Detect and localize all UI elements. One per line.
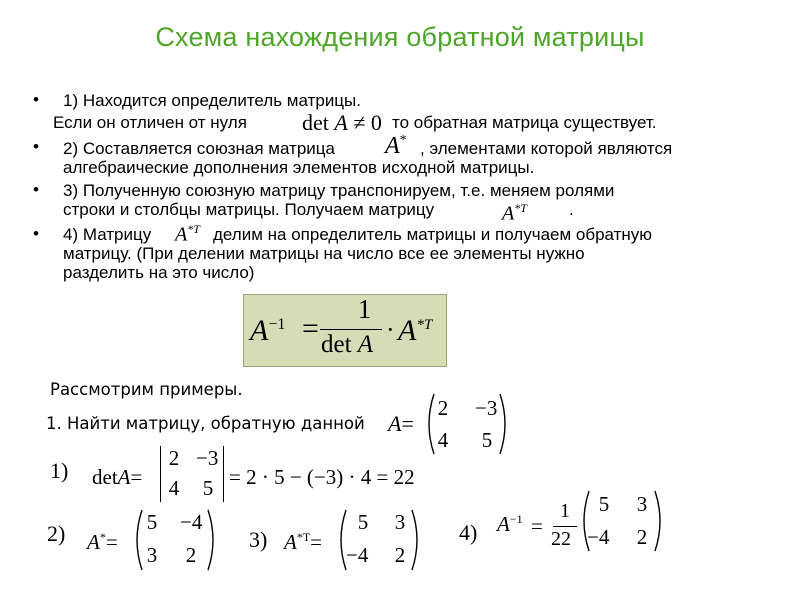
bullet-dot: •: [33, 224, 39, 243]
bullet-dot: •: [33, 180, 39, 199]
fraction-numerator: 1: [560, 500, 570, 522]
matrix-a-cell: 4: [437, 428, 449, 452]
det-label: detA=: [92, 465, 143, 489]
matrix-a-star-cell: −4: [180, 510, 203, 534]
a-star-t-symbol: $A^{*T}$: [502, 201, 527, 225]
bullet-3-line-2b: .: [569, 200, 574, 219]
bullet-4-line-2: матрицу. (При делении матрицы на число все ее элементы нужно: [63, 244, 585, 263]
a-inverse-label: $A^{-1}$: [497, 512, 523, 536]
fraction-denominator: 22: [551, 528, 571, 550]
matrix-a-star-cell: 5: [146, 510, 158, 534]
matrix-a-star-t-cell: 5: [357, 510, 369, 534]
bullet-1-cont-a: Если он отличен от нуля: [53, 113, 247, 132]
matrix-a-cell: −3: [475, 396, 498, 420]
a-star-symbol: A*: [385, 133, 407, 159]
examples-heading: Рассмотрим примеры.: [50, 380, 243, 399]
det-a-neq-zero-formula: det A ≠ 0: [302, 110, 382, 135]
matrix-a-star-cell: 2: [185, 543, 197, 567]
formula-denominator: det A: [321, 331, 374, 358]
fraction-line: [320, 329, 382, 330]
formula-lhs: $A^{-1}$: [250, 314, 286, 347]
det-expression: = 2 · 5 − (−3) · 4 = 22: [229, 465, 415, 489]
step-3-label: 3): [249, 527, 268, 552]
matrix-inverse-cell: 5: [598, 492, 610, 516]
matrix-inverse-cell: −4: [587, 525, 610, 549]
step-2-label: 2): [47, 521, 66, 546]
a-star-label: A*=: [87, 530, 118, 554]
bullet-1-cont-b: то обратная матрица существует.: [392, 113, 657, 132]
bullet-4-line-3: разделить на это число): [63, 263, 255, 282]
matrix-a-label: A=: [388, 411, 414, 436]
matrix-inverse-cell: 3: [636, 492, 648, 516]
matrix-a-star-t-cell: 2: [394, 543, 406, 567]
bullet-1-text: 1) Находится определитель матрицы.: [63, 91, 361, 110]
bullet-3-line-2a: строки и столбцы матрицы. Получаем матрицу: [63, 200, 435, 219]
matrix-a-star-t-cell: −4: [346, 543, 369, 567]
bullet-4-line-1b: делим на определитель матрицы и получаем обратную: [213, 225, 653, 244]
formula-cdot: ·: [386, 315, 395, 344]
bullet-dot: •: [33, 137, 39, 156]
bullet-dot: •: [33, 90, 39, 109]
step-4-label: 4): [459, 520, 478, 545]
page-title: Схема нахождения обратной матрицы: [155, 22, 645, 52]
bullet-2-line-1b: , элементами которой являются: [420, 139, 673, 158]
matrix-a-cell: 2: [437, 396, 449, 420]
formula-equals: =: [302, 312, 319, 345]
bullet-4-line-1a: 4) Матрицу: [63, 225, 152, 244]
bullet-2-line-2: алгебраические дополнения элементов исходной матрицы.: [63, 158, 535, 177]
a-inverse-equals: =: [531, 514, 543, 538]
matrix-a-cell: 5: [481, 428, 493, 452]
formula-a-star-t: $A^{*T}$: [398, 314, 433, 347]
matrix-a-star-cell: 3: [146, 543, 158, 567]
det-cell: 4: [168, 476, 180, 500]
a-star-t-symbol: $A^{*T}$: [175, 222, 200, 246]
a-star-t-label: $A^{*T}=$: [284, 530, 323, 554]
bullet-2-line-1a: 2) Составляется союзная матрица: [63, 139, 335, 158]
bullet-3-line-1: 3) Полученную союзную матрицу транспонируем, т.е. меняем ролями: [63, 181, 615, 200]
matrix-inverse-cell: 2: [636, 525, 648, 549]
det-cell: 2: [168, 446, 180, 470]
formula-numerator: 1: [357, 294, 372, 324]
det-cell: 5: [202, 476, 214, 500]
det-cell: −3: [196, 446, 219, 470]
fraction-line: [553, 526, 577, 527]
step-1-label: 1): [50, 458, 69, 483]
task-text: 1. Найти матрицу, обратную данной: [46, 414, 365, 433]
matrix-a-star-t-cell: 3: [394, 510, 406, 534]
